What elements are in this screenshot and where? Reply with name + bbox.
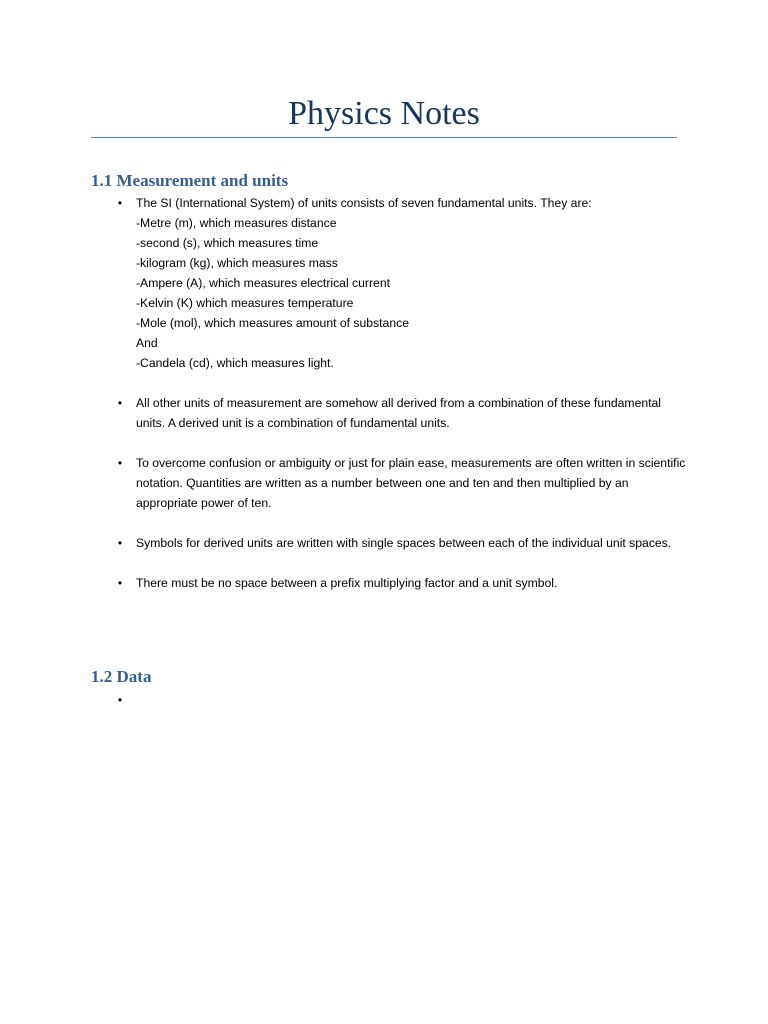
unit-line: -kilogram (kg), which measures mass: [136, 256, 338, 270]
bullet-icon: •: [117, 456, 123, 470]
page-title: Physics Notes: [288, 95, 480, 132]
bullet-icon: •: [117, 693, 123, 707]
measurement-bullet-list: [91, 193, 691, 613]
symbol-spacing-text: Symbols for derived units are written with single spaces between each of the individual unit spaces.: [136, 536, 672, 550]
derived-units-text: All other units of measurement are somehow all derived from a combination of these fundamental units. A derived unit is a combination of fundamental units.: [136, 396, 662, 430]
unit-line: -Metre (m), which measures distance: [136, 216, 337, 230]
prefix-rule-text: There must be no space between a prefix multiplying factor and a unit symbol.: [136, 576, 558, 590]
unit-line: -Mole (mol), which measures amount of substance: [136, 316, 409, 330]
bullet-icon: •: [117, 576, 123, 590]
empty-bullet-text: [136, 690, 691, 710]
list-item: [91, 453, 691, 513]
unit-line: -Candela (cd), which measures light.: [136, 356, 334, 370]
list-item: [91, 193, 691, 373]
bullet-icon: •: [117, 396, 123, 410]
unit-line: -second (s), which measures time: [136, 236, 319, 250]
unit-line: -Ampere (A), which measures electrical current: [136, 276, 390, 290]
section-heading-data: 1.2 Data: [91, 667, 152, 686]
list-item: [91, 393, 691, 433]
si-intro-text: The SI (International System) of units consists of seven fundamental units. They are:: [136, 196, 592, 210]
bullet-icon: •: [117, 536, 123, 550]
list-item: [91, 690, 691, 710]
title-underline: [91, 137, 677, 138]
data-bullet-list: [91, 690, 691, 730]
unit-line: -Kelvin (K) which measures temperature: [136, 296, 354, 310]
unit-line: And: [136, 336, 158, 350]
list-item: [91, 573, 691, 593]
section-heading-measurement: 1.1 Measurement and units: [91, 171, 289, 190]
list-item: [91, 533, 691, 553]
bullet-icon: •: [117, 196, 123, 210]
scientific-notation-text: To overcome confusion or ambiguity or just for plain ease, measurements are often written in scientific notation. Quantities are written as a number between one and ten and then multiplied by an appropriate power of ten.: [136, 456, 686, 510]
